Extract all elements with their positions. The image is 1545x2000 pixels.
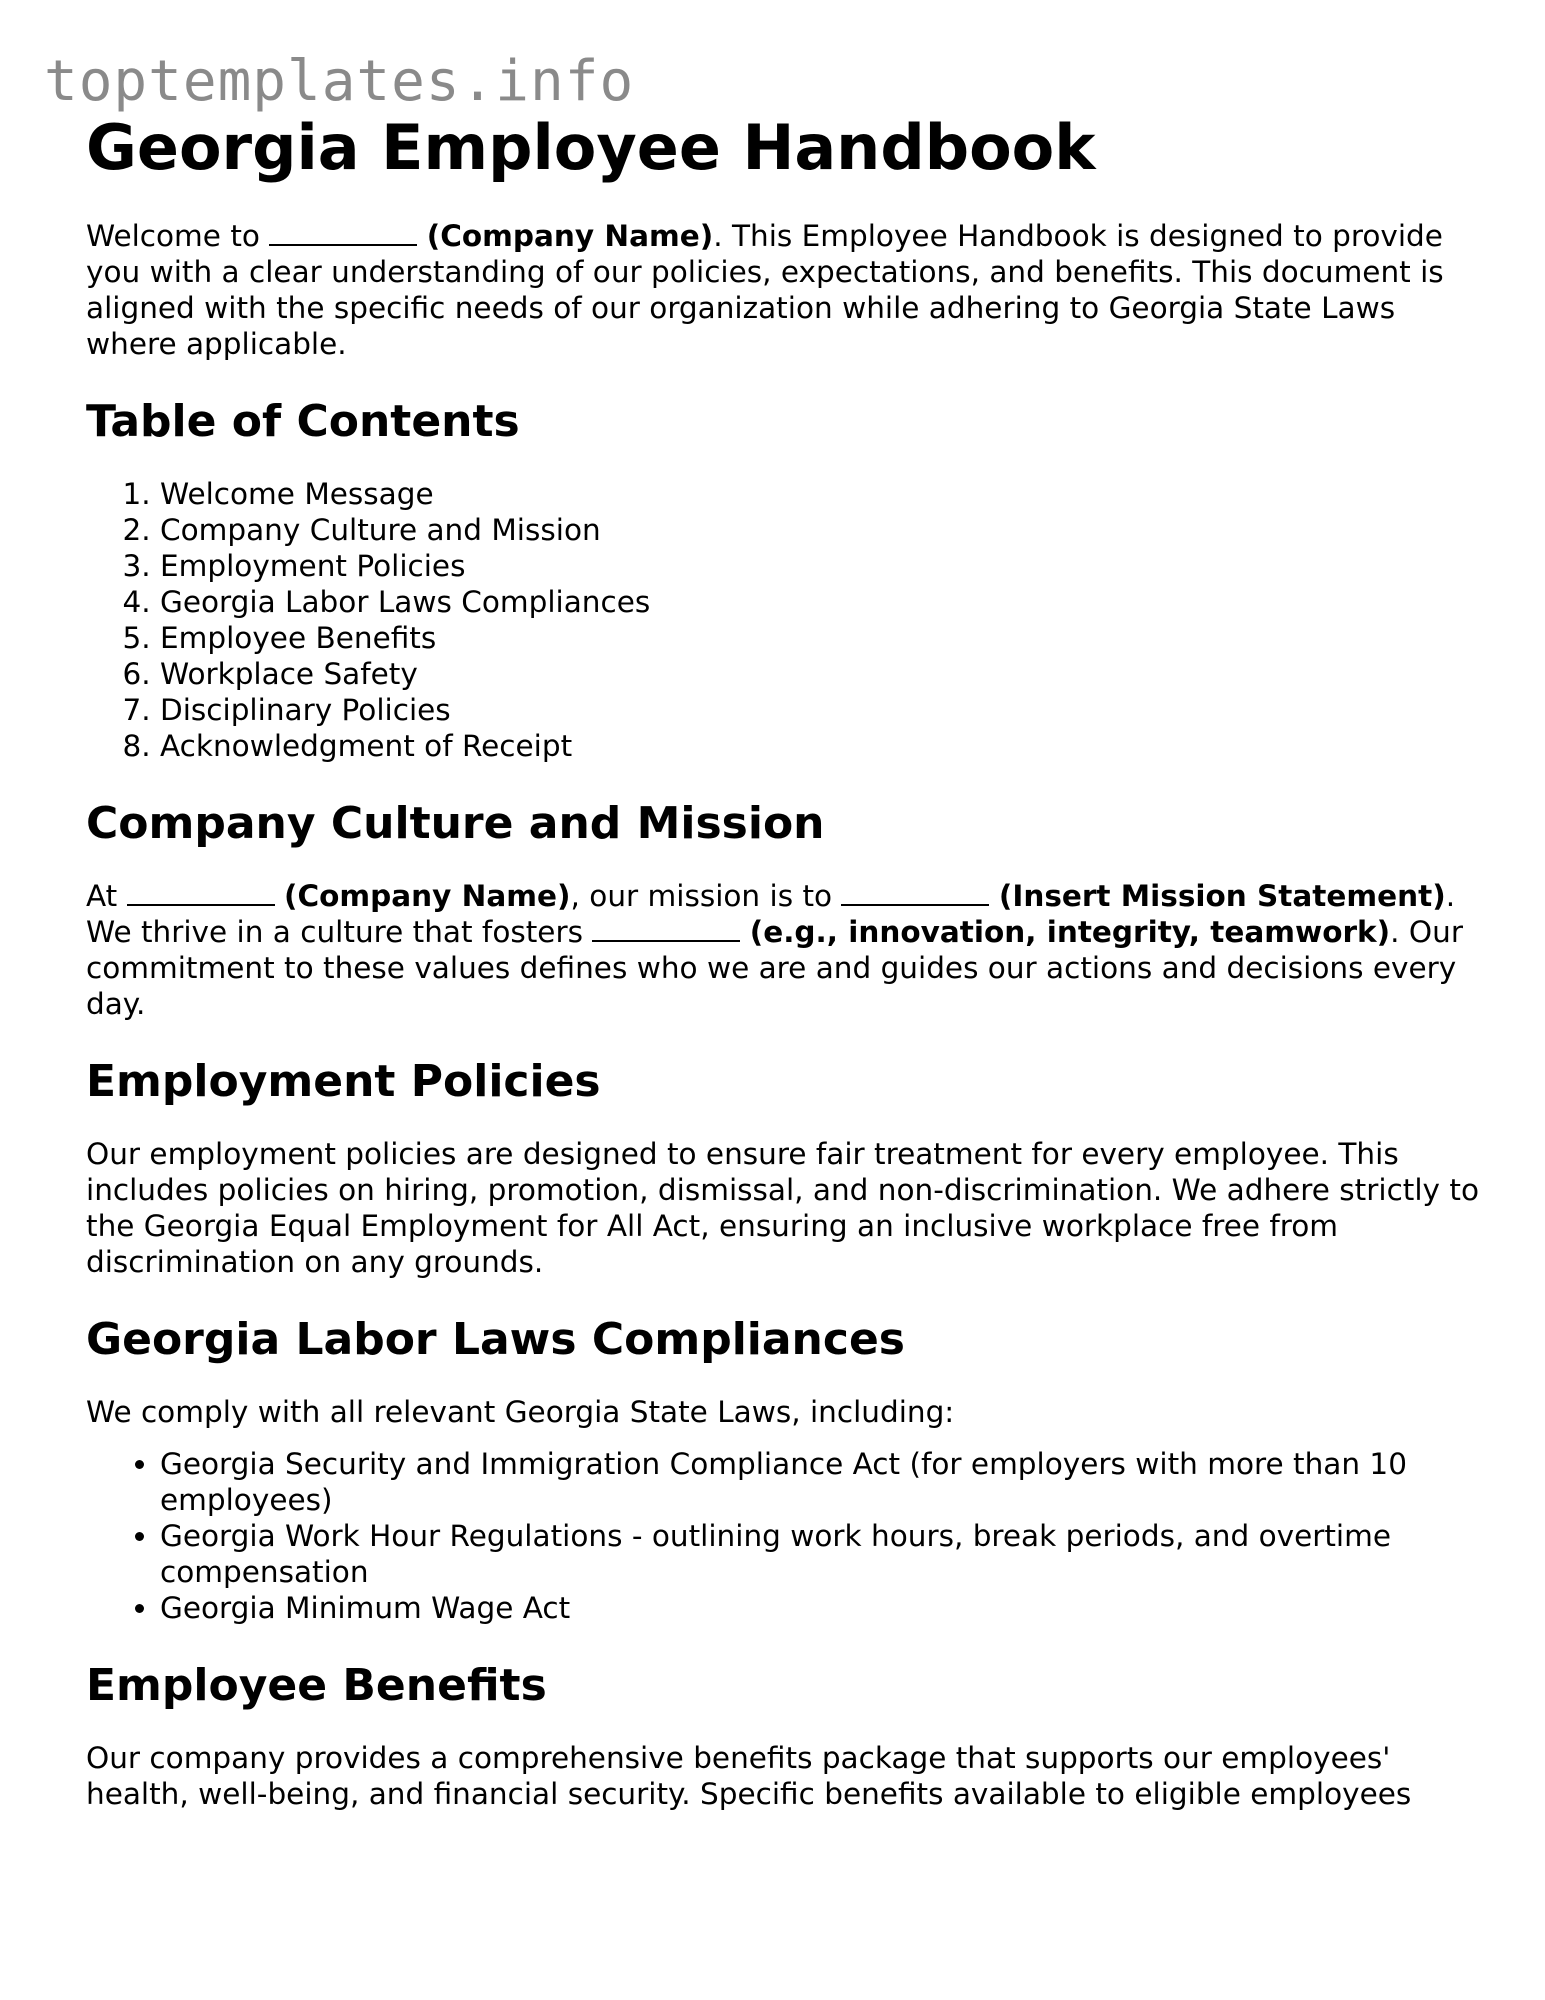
benefits-heading: Employee Benefits <box>86 1660 547 1711</box>
culture-paragraph <box>86 878 1486 1022</box>
mission-blank <box>841 878 989 906</box>
toc-item: 5. Employee Benefits <box>160 620 1486 656</box>
toc-item: 2. Company Culture and Mission <box>160 512 1486 548</box>
intro-paragraph <box>86 218 1486 362</box>
culture-mission-placeholder: (Insert Mission Statement) <box>998 879 1446 913</box>
toc-item: 7. Disciplinary Policies <box>160 692 1486 728</box>
toc-item: 1. Welcome Message <box>160 476 1486 512</box>
intro-text-pre: Welcome to <box>86 219 260 253</box>
policies-heading: Employment Policies <box>86 1056 601 1107</box>
culture-company-placeholder: (Company Name) <box>284 879 571 913</box>
toc-item: 8. Acknowledgment of Receipt <box>160 728 1486 764</box>
labor-list <box>86 1446 1486 1626</box>
labor-item: • Georgia Work Hour Regulations - outlining work hours, break periods, and overtime compensation <box>160 1518 1486 1590</box>
policies-paragraph: Our employment policies are designed to ensure fair treatment for every employee. This includes policies on hiring, promotion, dismissal, and non-discrimination. We adhere strictly to the Georgia Equal Employment for All Act, ensuring an inclusive workplace free from discrimination on any grounds. <box>86 1137 1479 1279</box>
company-name-blank <box>127 878 275 906</box>
page-title: Georgia Employee Handbook <box>86 111 1096 184</box>
toc-item: 4. Georgia Labor Laws Compliances <box>160 584 1486 620</box>
intro-text-post: . This Employee Handbook is designed to provide you with a clear understanding of our policies, expectations, and benefits. This document is aligned with the specific needs of our organization while adhering to Georgia State Laws where applicable. <box>86 219 1444 361</box>
toc-heading: Table of Contents <box>86 396 520 447</box>
toc-item: 3. Employment Policies <box>160 548 1486 584</box>
document-body <box>86 108 1486 1844</box>
intro-company-placeholder: (Company Name) <box>426 219 714 253</box>
labor-item: • Georgia Minimum Wage Act <box>160 1590 1486 1626</box>
watermark: toptemplates.info <box>44 49 635 114</box>
culture-text: . We thrive in a culture that fosters <box>86 879 1456 949</box>
labor-intro: We comply with all relevant Georgia State Laws, including: <box>86 1395 955 1429</box>
toc-list <box>86 476 1486 764</box>
company-name-blank <box>269 218 417 246</box>
culture-text: At <box>86 879 118 913</box>
culture-heading: Company Culture and Mission <box>86 798 825 849</box>
labor-item: • Georgia Security and Immigration Compliance Act (for employers with more than 10 employees) <box>160 1446 1486 1518</box>
culture-text: , our mission is to <box>570 879 833 913</box>
culture-values-placeholder: (e.g., innovation, integrity, teamwork) <box>749 915 1391 949</box>
culture-text: . Our commitment to these values defines who we are and guides our actions and decisions every day. <box>86 915 1463 1021</box>
labor-heading: Georgia Labor Laws Compliances <box>86 1314 905 1365</box>
toc-item: 6. Workplace Safety <box>160 656 1486 692</box>
benefits-paragraph: Our company provides a comprehensive benefits package that supports our employees' health, well-being, and financial security. Specific benefits available to eligible employees <box>86 1741 1412 1811</box>
values-blank <box>592 914 740 942</box>
